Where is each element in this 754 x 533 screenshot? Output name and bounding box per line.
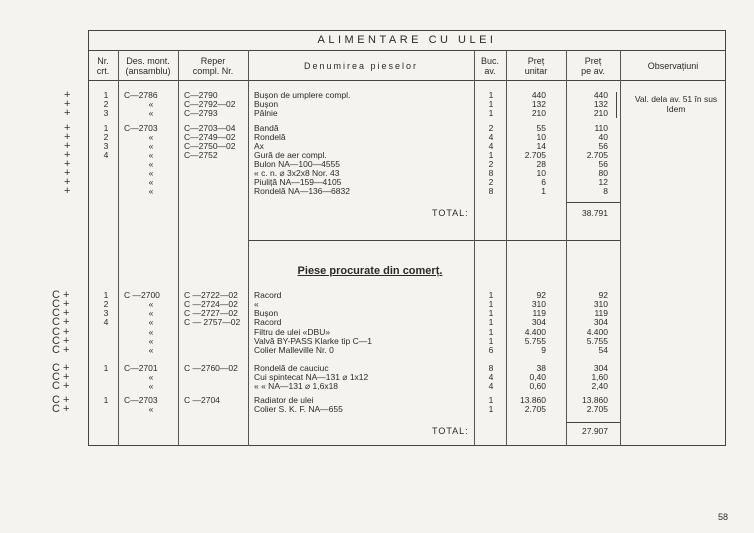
row-buc: 8 bbox=[488, 186, 494, 196]
row-denumire: Colier S. K. F. NA—655 bbox=[254, 404, 343, 414]
row-nr: 1 bbox=[103, 363, 109, 373]
row-nr: 4 bbox=[103, 317, 109, 327]
row-des: « bbox=[148, 345, 154, 355]
row-mark: C + bbox=[52, 316, 70, 328]
row-pret-av: 56 bbox=[598, 141, 608, 151]
total2-label: TOTAL: bbox=[432, 426, 469, 436]
row-buc: 1 bbox=[488, 327, 494, 337]
row-mark: C + bbox=[52, 403, 70, 415]
header-observatiuni: Observațiuni bbox=[647, 61, 699, 71]
row-pret-av: 304 bbox=[593, 363, 608, 373]
row-nr: 3 bbox=[103, 141, 109, 151]
row-denumire: Filtru de ulei «DBU» bbox=[254, 327, 331, 337]
row-des: « bbox=[148, 159, 154, 169]
row-buc: 2 bbox=[488, 177, 494, 187]
row-mark: C + bbox=[52, 326, 70, 338]
row-mark: C + bbox=[52, 335, 70, 347]
row-nr: 2 bbox=[103, 299, 109, 309]
row-pret-unitar: 0,60 bbox=[529, 381, 546, 391]
row-nr: 3 bbox=[103, 308, 109, 318]
row-denumire: Rondelă de cauciuc bbox=[254, 363, 329, 373]
row-pret-unitar: 55 bbox=[536, 123, 546, 133]
row-pret-av: 13.860 bbox=[582, 395, 608, 405]
row-buc: 8 bbox=[488, 363, 494, 373]
row-denumire: Valvă BY-PASS Klarke tip C—1 bbox=[254, 336, 372, 346]
row-denumire: Gură de aer compl. bbox=[254, 150, 327, 160]
row-pret-unitar: 310 bbox=[531, 299, 546, 309]
row-pret-av: 12 bbox=[598, 177, 608, 187]
row-denumire: Bandă bbox=[254, 123, 279, 133]
row-denumire: Bușon bbox=[254, 308, 279, 318]
row-nr: 3 bbox=[103, 108, 109, 118]
row-buc: 1 bbox=[488, 317, 494, 327]
row-mark: C + bbox=[52, 307, 70, 319]
row-pret-av: 1,60 bbox=[591, 372, 608, 382]
row-reper: C—2749—02 bbox=[184, 132, 236, 142]
row-pret-unitar: 10 bbox=[536, 132, 546, 142]
row-buc: 2 bbox=[488, 159, 494, 169]
row-des: « bbox=[148, 141, 154, 151]
row-mark: C + bbox=[52, 344, 70, 356]
row-des: « bbox=[148, 317, 154, 327]
row-reper: C —2724—02 bbox=[184, 299, 238, 309]
header-buc: Buc. av. bbox=[480, 56, 499, 76]
row-denumire: Piuliță NA—159—4105 bbox=[254, 177, 342, 187]
row-mark: C + bbox=[52, 289, 70, 301]
total2-line bbox=[566, 422, 620, 423]
header-reper: Reper compl. Nr. bbox=[192, 56, 234, 76]
row-buc: 1 bbox=[488, 108, 494, 118]
row-buc: 6 bbox=[488, 345, 494, 355]
row-mark: + bbox=[64, 176, 71, 188]
row-pret-unitar: 304 bbox=[531, 317, 546, 327]
row-pret-av: 54 bbox=[598, 345, 608, 355]
row-des: « bbox=[148, 177, 154, 187]
page-number: 58 bbox=[718, 512, 729, 522]
row-buc: 1 bbox=[488, 395, 494, 405]
row-pret-av: 8 bbox=[603, 186, 608, 196]
row-pret-unitar: 92 bbox=[536, 290, 546, 300]
row-denumire: Colier Malleville Nr. 0 bbox=[254, 345, 334, 355]
row-denumire: Cui spintecat NA—131 ⌀ 1x12 bbox=[254, 372, 369, 382]
row-denumire: Bușon de umplere compl. bbox=[254, 90, 351, 100]
row-des: « bbox=[148, 168, 154, 178]
row-mark: + bbox=[64, 131, 71, 143]
row-pret-unitar: 6 bbox=[541, 177, 546, 187]
row-buc: 4 bbox=[488, 132, 494, 142]
row-reper: C—2703—04 bbox=[184, 123, 236, 133]
row-des: « bbox=[148, 336, 154, 346]
row-pret-av: 2.705 bbox=[586, 150, 608, 160]
row-denumire: « bbox=[254, 299, 259, 309]
total1-value: 38.791 bbox=[582, 208, 608, 218]
row-pret-av: 5.755 bbox=[586, 336, 608, 346]
observation-brace bbox=[616, 92, 621, 118]
row-denumire: Racord bbox=[254, 317, 282, 327]
row-buc: 4 bbox=[488, 141, 494, 151]
row-nr: 1 bbox=[103, 123, 109, 133]
row-mark: + bbox=[64, 185, 71, 197]
row-pret-unitar: 210 bbox=[531, 108, 546, 118]
row-buc: 1 bbox=[488, 336, 494, 346]
row-pret-av: 440 bbox=[593, 90, 608, 100]
row-reper: C — 2757—02 bbox=[184, 317, 241, 327]
row-des: C—2703 bbox=[124, 123, 158, 133]
row-buc: 1 bbox=[488, 404, 494, 414]
row-reper: C—2752 bbox=[184, 150, 218, 160]
row-reper: C —2727—02 bbox=[184, 308, 238, 318]
row-nr: 1 bbox=[103, 90, 109, 100]
row-denumire: Racord bbox=[254, 290, 282, 300]
header-denumire: Denumirea pieselor bbox=[303, 61, 419, 71]
row-reper: C—2790 bbox=[184, 90, 218, 100]
row-denumire: Bulon NA—100—4555 bbox=[254, 159, 341, 169]
row-nr: 1 bbox=[103, 290, 109, 300]
row-mark: + bbox=[64, 158, 71, 170]
row-des: C—2703 bbox=[124, 395, 158, 405]
row-pret-unitar: 0,40 bbox=[529, 372, 546, 382]
row-pret-av: 2,40 bbox=[591, 381, 608, 391]
row-reper: C—2792—02 bbox=[184, 99, 236, 109]
row-mark: C + bbox=[52, 371, 70, 383]
section1-end-line bbox=[248, 240, 620, 241]
row-buc: 8 bbox=[488, 168, 494, 178]
row-pret-av: 119 bbox=[594, 308, 608, 318]
header-pret-av: Preț pe av. bbox=[581, 56, 605, 76]
row-buc: 4 bbox=[488, 381, 494, 391]
row-pret-unitar: 5.755 bbox=[524, 336, 546, 346]
row-des: « bbox=[148, 299, 154, 309]
row-pret-unitar: 9 bbox=[541, 345, 546, 355]
row-pret-unitar: 38 bbox=[536, 363, 546, 373]
row-des: « bbox=[148, 108, 154, 118]
row-mark: + bbox=[64, 98, 71, 110]
row-pret-av: 210 bbox=[593, 108, 608, 118]
section2-title: Piese procurate din comerț. bbox=[297, 265, 443, 277]
row-pret-av: 4.400 bbox=[586, 327, 608, 337]
row-des: « bbox=[148, 404, 154, 414]
row-mark: + bbox=[64, 149, 71, 161]
row-des: « bbox=[148, 186, 154, 196]
row-des: « bbox=[148, 372, 154, 382]
total1-line bbox=[566, 202, 620, 203]
row-denumire: Rondelă bbox=[254, 132, 286, 142]
row-reper: C —2704 bbox=[184, 395, 220, 405]
row-buc: 1 bbox=[488, 308, 494, 318]
header-pret-unitar: Preț unitar bbox=[524, 56, 548, 76]
row-nr: 4 bbox=[103, 150, 109, 160]
row-denumire: « c. n. ⌀ 3x2x8 Nor. 43 bbox=[254, 168, 340, 178]
header-des: Des. mont. (ansamblu) bbox=[125, 56, 171, 76]
row-des: C —2700 bbox=[124, 290, 160, 300]
row-buc: 1 bbox=[488, 290, 494, 300]
row-nr: 2 bbox=[103, 132, 109, 142]
row-mark: + bbox=[64, 107, 71, 119]
row-mark: C + bbox=[52, 362, 70, 374]
col-divider bbox=[118, 50, 119, 446]
row-denumire: « « NA—131 ⌀ 1,6x18 bbox=[254, 381, 339, 391]
row-pret-unitar: 4.400 bbox=[524, 327, 546, 337]
row-des: C—2786 bbox=[124, 90, 158, 100]
row-reper: C —2722—02 bbox=[184, 290, 238, 300]
row-pret-av: 40 bbox=[598, 132, 608, 142]
col-divider bbox=[248, 50, 249, 446]
row-des: « bbox=[148, 99, 154, 109]
row-pret-unitar: 13.860 bbox=[520, 395, 546, 405]
row-mark: + bbox=[64, 89, 71, 101]
row-buc: 4 bbox=[488, 372, 494, 382]
row-nr: 2 bbox=[103, 99, 109, 109]
total2-value: 27.907 bbox=[582, 426, 608, 436]
row-pret-av: 92 bbox=[598, 290, 608, 300]
table-title: ALIMENTARE CU ULEI bbox=[317, 34, 497, 46]
row-des: C—2701 bbox=[124, 363, 158, 373]
row-buc: 2 bbox=[488, 123, 494, 133]
row-reper: C—2793 bbox=[184, 108, 218, 118]
row-denumire: Rondelă NA—136—6832 bbox=[254, 186, 350, 196]
row-buc: 1 bbox=[488, 99, 494, 109]
row-pret-unitar: 132 bbox=[531, 99, 546, 109]
row-pret-av: 2.705 bbox=[586, 404, 608, 414]
observations: Val. dela av. 51 în sus Idem bbox=[634, 94, 718, 114]
row-pret-unitar: 10 bbox=[536, 168, 546, 178]
row-denumire: Pâlnie bbox=[254, 108, 278, 118]
row-pret-unitar: 2.705 bbox=[524, 150, 546, 160]
row-pret-av: 110 bbox=[594, 123, 608, 133]
row-pret-av: 56 bbox=[598, 159, 608, 169]
row-mark: + bbox=[64, 122, 71, 134]
row-pret-unitar: 440 bbox=[531, 90, 546, 100]
row-buc: 1 bbox=[488, 90, 494, 100]
row-pret-unitar: 2.705 bbox=[524, 404, 546, 414]
row-pret-av: 132 bbox=[593, 99, 608, 109]
row-mark: + bbox=[64, 167, 71, 179]
row-pret-av: 310 bbox=[593, 299, 608, 309]
row-denumire: Radiator de ulei bbox=[254, 395, 314, 405]
row-nr: 1 bbox=[103, 395, 109, 405]
row-reper: C —2760—02 bbox=[184, 363, 238, 373]
header-divider bbox=[88, 80, 726, 81]
row-pret-unitar: 1 bbox=[541, 186, 546, 196]
row-pret-av: 80 bbox=[598, 168, 608, 178]
row-pret-unitar: 28 bbox=[536, 159, 546, 169]
row-reper: C—2750—02 bbox=[184, 141, 236, 151]
row-des: « bbox=[148, 327, 154, 337]
row-buc: 1 bbox=[488, 150, 494, 160]
row-des: « bbox=[148, 381, 154, 391]
row-mark: C + bbox=[52, 394, 70, 406]
row-des: « bbox=[148, 150, 154, 160]
row-denumire: Bușon bbox=[254, 99, 279, 109]
title-divider bbox=[88, 50, 726, 51]
row-pret-av: 304 bbox=[593, 317, 608, 327]
row-des: « bbox=[148, 132, 154, 142]
row-buc: 1 bbox=[488, 299, 494, 309]
row-pret-unitar: 119 bbox=[532, 308, 546, 318]
row-mark: C + bbox=[52, 380, 70, 392]
col-divider bbox=[474, 50, 475, 446]
total1-label: TOTAL: bbox=[432, 208, 469, 218]
row-des: « bbox=[148, 308, 154, 318]
row-mark: + bbox=[64, 140, 71, 152]
header-nr: Nr. crt. bbox=[96, 56, 110, 76]
row-mark: C + bbox=[52, 298, 70, 310]
col-divider bbox=[178, 50, 179, 446]
row-denumire: Ax bbox=[254, 141, 264, 151]
row-pret-unitar: 14 bbox=[536, 141, 546, 151]
